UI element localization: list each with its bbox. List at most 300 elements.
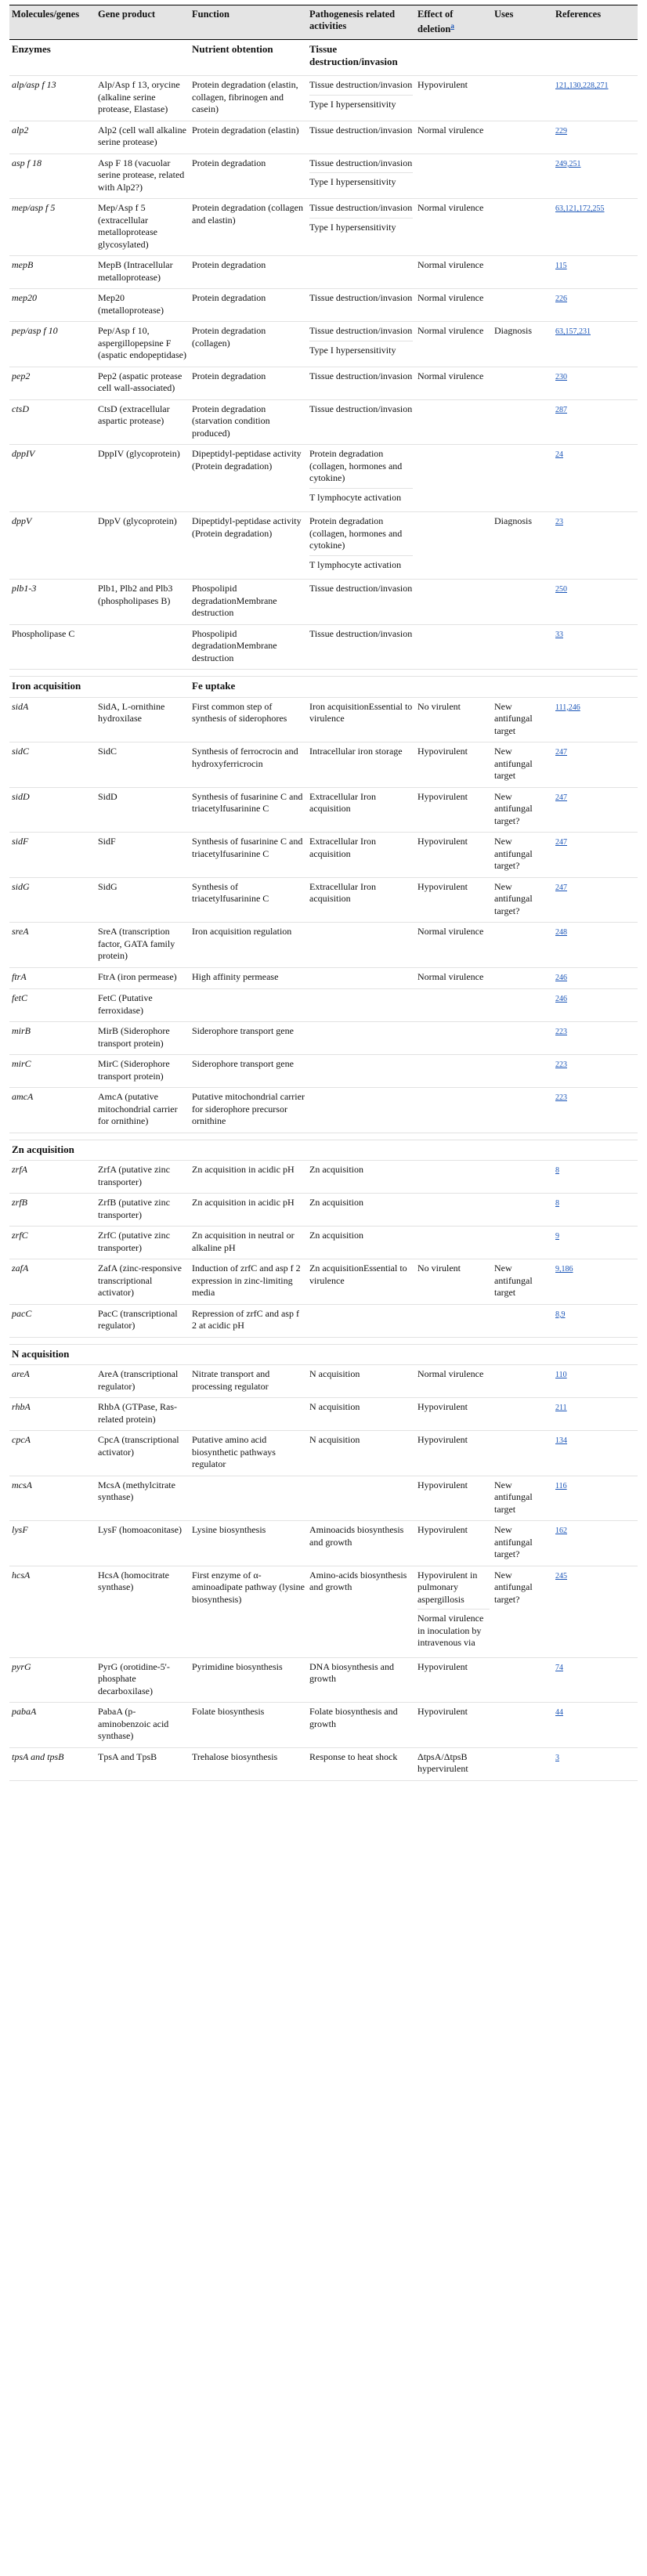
- deletion-cell: [415, 154, 492, 199]
- function-cell: Protein degradation (collagen): [192, 325, 266, 349]
- uses-cell: [492, 1227, 553, 1259]
- product-cell: Alp/Asp f 13, orycine (alkaline serine protease, Elastase): [98, 79, 180, 115]
- deletion-cell: [415, 512, 492, 579]
- deletion-cell: [415, 1566, 492, 1657]
- section-row: [9, 40, 638, 76]
- table-row: [9, 698, 638, 743]
- activities-cell: [307, 625, 415, 670]
- deletion-cell: Hypovirulent: [417, 79, 468, 91]
- references-cell: [553, 580, 638, 624]
- product-cell: SreA (transcription factor, GATA family protein): [98, 926, 175, 962]
- gene-cell: zafA: [12, 1263, 29, 1274]
- reference-link[interactable]: 246: [555, 973, 567, 982]
- uses-cell: New antifungal target?: [494, 1569, 533, 1605]
- reference-link[interactable]: 63,121,172,255: [555, 204, 605, 214]
- deletion-cell: Hypovirulent: [417, 1479, 468, 1490]
- section-role: [190, 1140, 307, 1161]
- gene-cell: mepB: [12, 259, 34, 271]
- activities-cell: [307, 512, 415, 579]
- section-role: Nutrient obtention: [192, 43, 273, 56]
- deletion-cell: Hypovirulent: [417, 1434, 468, 1446]
- table-row: [9, 1398, 638, 1431]
- activities-cell: [307, 1748, 415, 1780]
- table-row: [9, 923, 638, 968]
- activity-item: Zn acquisitionEssential to virulence: [309, 1263, 407, 1286]
- table-row: [9, 322, 638, 367]
- header-gene-product: Gene product: [98, 9, 156, 20]
- uses-cell: [492, 1748, 553, 1780]
- table-row: [9, 400, 638, 446]
- function-cell: Protein degradation: [192, 292, 266, 304]
- references-cell: [553, 289, 638, 321]
- product-cell: MirC (Siderophore transport protein): [98, 1058, 170, 1082]
- gene-cell: pyrG: [12, 1660, 31, 1672]
- activities-cell: [307, 76, 415, 121]
- references-cell: [553, 1566, 638, 1657]
- references-cell: [553, 989, 638, 1021]
- gene-cell: dppV: [12, 515, 32, 527]
- activities-cell: [307, 1022, 415, 1054]
- references-cell: [553, 1658, 638, 1703]
- activities-cell: [307, 1703, 415, 1747]
- references-cell: [553, 1398, 638, 1430]
- uses-cell: [492, 1055, 553, 1087]
- reference-link[interactable]: 247: [555, 883, 567, 892]
- product-cell: SidF: [98, 836, 116, 847]
- references-cell: [553, 1088, 638, 1133]
- section-empty: [553, 1140, 638, 1161]
- reference-link[interactable]: 162: [555, 1526, 567, 1536]
- header-function: Function: [192, 9, 230, 20]
- footnote-link[interactable]: a: [450, 22, 454, 30]
- uses-cell: [492, 1161, 553, 1193]
- reference-link[interactable]: 211: [555, 1404, 567, 1413]
- gene-cell: sidF: [12, 836, 29, 847]
- function-cell: Siderophore transport gene: [192, 1025, 294, 1037]
- activity-item: Aminoacids biosynthesis and growth: [309, 1524, 404, 1548]
- references-cell: [553, 1521, 638, 1566]
- function-cell: Protein degradation (starvation condition produced): [192, 403, 270, 439]
- references-cell: [553, 1055, 638, 1087]
- activities-cell: [307, 742, 415, 787]
- section-empty: [415, 1345, 492, 1365]
- table-row: [9, 1161, 638, 1194]
- function-cell: Protein degradation (elastin, collagen, fibrinogen and casein): [192, 79, 298, 115]
- reference-link[interactable]: 8,9: [555, 1310, 566, 1319]
- uses-cell: [492, 1431, 553, 1476]
- reference-link[interactable]: 229: [555, 126, 567, 135]
- references-cell: [553, 1259, 638, 1304]
- product-cell: PabaA (p-aminobenzoic acid synthase): [98, 1706, 169, 1742]
- uses-cell: New antifungal target?: [494, 836, 533, 872]
- uses-cell: [492, 121, 553, 154]
- deletion-cell: Normal virulence: [417, 292, 484, 304]
- function-cell: Putative mitochondrial carrier for siderophore precursor ornithine: [192, 1091, 305, 1127]
- references-cell: [553, 1431, 638, 1476]
- uses-cell: [492, 1305, 553, 1337]
- table-row: [9, 1088, 638, 1133]
- product-cell: ZrfA (putative zinc transporter): [98, 1164, 170, 1187]
- activities-cell: [307, 1658, 415, 1703]
- table-row: [9, 512, 638, 580]
- product-cell: ZafA (zinc-responsive transcriptional activator): [98, 1263, 182, 1299]
- gene-cell: mcsA: [12, 1479, 32, 1490]
- uses-cell: [492, 367, 553, 399]
- table-row: [9, 968, 638, 990]
- gene-cell: sidA: [12, 700, 29, 712]
- references-cell: [553, 1703, 638, 1747]
- product-cell: AmcA (putative mitochondrial carrier for ornithine): [98, 1091, 178, 1127]
- uses-cell: Diagnosis: [494, 325, 532, 337]
- activity-item: Protein degradation (collagen, hormones and cytokine): [309, 515, 403, 551]
- activity-item: Tissue destruction/invasion: [309, 583, 413, 594]
- activities-cell: [307, 788, 415, 833]
- function-cell: First common step of synthesis of siderophores: [192, 700, 287, 724]
- gene-cell: pep2: [12, 370, 31, 381]
- reference-link[interactable]: 223: [555, 1028, 567, 1037]
- deletion-cell: [415, 580, 492, 624]
- uses-cell: New antifungal target: [494, 1479, 533, 1515]
- reference-link[interactable]: 8: [555, 1199, 559, 1209]
- table-row: [9, 121, 638, 154]
- function-cell: Zn acquisition in acidic pH: [192, 1164, 295, 1176]
- table-row: [9, 1227, 638, 1259]
- activity-item: T lymphocyte activation: [309, 555, 413, 575]
- section-empty: [492, 677, 553, 697]
- references-cell: [553, 1194, 638, 1226]
- function-cell: Protein degradation: [192, 370, 266, 381]
- deletion-cell: Normal virulence: [417, 1368, 484, 1380]
- uses-cell: [492, 400, 553, 445]
- reference-link[interactable]: 9: [555, 1232, 559, 1241]
- section-title: Zn acquisition: [12, 1143, 74, 1155]
- uses-cell: New antifungal target: [494, 1263, 533, 1299]
- deletion-cell: Hypovirulent: [417, 790, 468, 802]
- header-effect-of-deletion-label: Effect of deletion: [417, 9, 454, 35]
- deletion-cell: [415, 400, 492, 445]
- reference-link[interactable]: 3: [555, 1753, 559, 1762]
- product-cell: PyrG (orotidine-5'-phosphate decarboxilase): [98, 1660, 170, 1696]
- uses-cell: [492, 989, 553, 1021]
- product-cell: TpsA and TpsB: [98, 1750, 157, 1762]
- table-row: [9, 289, 638, 322]
- activity-item: Tissue destruction/invasion: [309, 403, 413, 414]
- references-cell: [553, 256, 638, 288]
- references-cell: [553, 121, 638, 154]
- reference-link[interactable]: 111,246: [555, 703, 580, 712]
- section-empty: [492, 40, 553, 75]
- references-cell: [553, 445, 638, 511]
- activity-item: Folate biosynthesis and growth: [309, 1706, 398, 1729]
- gene-cell: plb1-3: [12, 583, 37, 594]
- table-row: [9, 76, 638, 121]
- function-cell: Synthesis of fusarinine C and triacetylfusarinine C: [192, 836, 303, 859]
- deletion-cell: Hypovirulent: [417, 1660, 468, 1672]
- activities-cell: [307, 256, 415, 288]
- reference-link[interactable]: 63,157,231: [555, 327, 591, 337]
- activity-item: Type I hypersensitivity: [309, 172, 413, 192]
- section-activity: [307, 677, 415, 697]
- header-effect-of-deletion: [415, 5, 492, 39]
- activity-item: Tissue destruction/invasion: [309, 157, 413, 168]
- gene-cell: sidG: [12, 880, 30, 892]
- reference-link[interactable]: 223: [555, 1093, 567, 1103]
- gene-cell: zrfA: [12, 1164, 28, 1176]
- function-cell: Synthesis of ferrocrocin and hydroxyferricrocin: [192, 746, 298, 769]
- activities-cell: [307, 367, 415, 399]
- section-title: N acquisition: [12, 1347, 70, 1360]
- references-cell: [553, 400, 638, 445]
- deletion-cell: [415, 1055, 492, 1087]
- reference-link[interactable]: 115: [555, 262, 567, 271]
- section-activity: [307, 40, 415, 75]
- table-row: [9, 199, 638, 256]
- activity-item: DNA biosynthesis and growth: [309, 1660, 394, 1685]
- reference-link[interactable]: 110: [555, 1371, 567, 1380]
- reference-link[interactable]: 287: [555, 405, 567, 414]
- references-cell: [553, 1022, 638, 1054]
- reference-link[interactable]: 23: [555, 518, 563, 527]
- uses-cell: [492, 1703, 553, 1747]
- function-cell: [190, 1398, 307, 1430]
- table-row: [9, 1476, 638, 1522]
- activities-cell: [307, 698, 415, 742]
- activity-item: Zn acquisition: [309, 1164, 363, 1176]
- activities-cell: [307, 322, 415, 367]
- section-title: Enzymes: [12, 43, 51, 56]
- reference-link[interactable]: 134: [555, 1436, 567, 1446]
- reference-link[interactable]: 24: [555, 450, 563, 460]
- activities-cell: [307, 1365, 415, 1397]
- references-cell: [553, 367, 638, 399]
- reference-link[interactable]: 250: [555, 585, 567, 594]
- product-cell: Pep/Asp f 10, aspergillopepsine F (aspatic endopeptidase): [98, 325, 186, 361]
- section-spacer: [9, 1338, 638, 1345]
- activities-cell: [307, 1055, 415, 1087]
- product-cell: McsA (methylcitrate synthase): [98, 1479, 175, 1503]
- deletion-cell: Normal virulence: [417, 325, 484, 337]
- reference-link[interactable]: 44: [555, 1708, 563, 1718]
- product-cell: MepB (Intracellular metalloprotease): [98, 259, 173, 283]
- product-cell: AreA (transcriptional regulator): [98, 1368, 179, 1392]
- product-cell: SidG: [98, 880, 117, 892]
- gene-cell: pabaA: [12, 1706, 37, 1718]
- uses-cell: [492, 580, 553, 624]
- activities-cell: [307, 923, 415, 967]
- activities-cell: [307, 1521, 415, 1566]
- reference-link[interactable]: 33: [555, 630, 563, 639]
- activities-cell: [307, 400, 415, 445]
- product-cell: DppV (glycoprotein): [98, 515, 177, 527]
- product-cell: Mep20 (metalloprotease): [98, 292, 164, 316]
- references-cell: [553, 788, 638, 833]
- deletion-cell: Hypovirulent: [417, 1524, 468, 1536]
- activity-item: Protein degradation (collagen, hormones and cytokine): [309, 448, 403, 484]
- table-row: [9, 580, 638, 625]
- gene-cell: lysF: [12, 1524, 28, 1536]
- reference-link[interactable]: 230: [555, 372, 567, 381]
- reference-link[interactable]: 247: [555, 748, 567, 757]
- function-cell: Folate biosynthesis: [192, 1706, 265, 1718]
- deletion-cell: [415, 1161, 492, 1193]
- reference-link[interactable]: 8: [555, 1166, 559, 1176]
- section-spacer: [9, 670, 638, 677]
- references-cell: [553, 154, 638, 199]
- section-empty: [415, 40, 492, 75]
- uses-cell: [492, 923, 553, 967]
- table-row: [9, 625, 638, 670]
- activities-cell: [307, 1398, 415, 1430]
- section-spacer: [9, 1133, 638, 1140]
- activity-item: T lymphocyte activation: [309, 488, 413, 508]
- references-cell: [553, 923, 638, 967]
- activities-cell: [307, 580, 415, 624]
- function-cell: Induction of zrfC and asp f 2 expression in zinc-limiting media: [192, 1263, 301, 1299]
- activities-cell: [307, 1431, 415, 1476]
- gene-cell: pep/asp f 10: [12, 325, 58, 337]
- product-cell: CtsD (extracellular aspartic protease): [98, 403, 170, 427]
- reference-link[interactable]: 246: [555, 995, 567, 1004]
- gene-cell: sidC: [12, 746, 30, 757]
- activity-item: N acquisition: [309, 1434, 360, 1446]
- references-cell: [553, 1748, 638, 1780]
- uses-cell: New antifungal target?: [494, 790, 533, 826]
- function-cell: Zn acquisition in acidic pH: [192, 1197, 295, 1209]
- table-row: [9, 1305, 638, 1338]
- references-cell: [553, 512, 638, 579]
- references-cell: [553, 625, 638, 670]
- references-cell: [553, 1305, 638, 1337]
- deletion-cell: [415, 1022, 492, 1054]
- function-cell: Protein degradation: [192, 259, 266, 271]
- function-cell: Zn acquisition in neutral or alkaline pH: [192, 1230, 295, 1253]
- gene-cell: mep20: [12, 292, 37, 304]
- gene-cell: hcsA: [12, 1569, 31, 1581]
- deletion-cell: Normal virulence: [417, 124, 484, 135]
- uses-cell: [492, 154, 553, 199]
- reference-link[interactable]: 9,186: [555, 1265, 573, 1274]
- reference-link[interactable]: 247: [555, 793, 567, 802]
- activities-cell: [307, 878, 415, 923]
- header-molecules-genes: Molecules/genes: [12, 9, 80, 20]
- uses-cell: New antifungal target?: [494, 1524, 533, 1560]
- table-row: [9, 1194, 638, 1227]
- activity-item: Amino-acids biosynthesis and growth: [309, 1569, 407, 1593]
- function-cell: [190, 989, 307, 1021]
- deletion-item: Normal virulence in inoculation by intravenous via: [417, 1609, 490, 1653]
- gene-cell: tpsA and tpsB: [12, 1750, 64, 1762]
- function-cell: Phospolipid degradationMembrane destruction: [192, 627, 277, 663]
- product-cell: ZrfC (putative zinc transporter): [98, 1230, 170, 1253]
- uses-cell: [492, 1658, 553, 1703]
- uses-cell: [492, 256, 553, 288]
- section-row: [9, 1345, 638, 1366]
- section-activity: [307, 1345, 415, 1365]
- activities-cell: [307, 833, 415, 877]
- reference-link[interactable]: 248: [555, 928, 567, 938]
- deletion-cell: [415, 989, 492, 1021]
- header-pathogenesis-activities: Pathogenesis related activities: [309, 9, 396, 31]
- references-cell: [553, 878, 638, 923]
- section-title: Iron acquisition: [12, 680, 81, 692]
- deletion-cell: Hypovirulent: [417, 880, 468, 892]
- deletion-cell: Hypovirulent: [417, 836, 468, 847]
- function-cell: Protein degradation (elastin): [192, 124, 299, 135]
- deletion-cell: [415, 445, 492, 511]
- deletion-cell: Normal virulence: [417, 970, 484, 982]
- product-cell: SidA, L-ornithine hydroxilase: [98, 700, 165, 724]
- activity-item: Type I hypersensitivity: [309, 341, 413, 360]
- table-row: [9, 1658, 638, 1703]
- function-cell: Protein degradation (collagen and elastin): [192, 202, 303, 226]
- product-cell: DppIV (glycoprotein): [98, 448, 180, 460]
- reference-link[interactable]: 245: [555, 1571, 567, 1581]
- table-row: [9, 154, 638, 200]
- activity-item: N acquisition: [309, 1401, 360, 1413]
- gene-cell: mep/asp f 5: [12, 202, 56, 214]
- product-cell: HcsA (homocitrate synthase): [98, 1569, 169, 1593]
- gene-cell: ftrA: [12, 970, 27, 982]
- section-row: [9, 1140, 638, 1162]
- gene-cell: mirC: [12, 1058, 31, 1070]
- activity-item: Type I hypersensitivity: [309, 218, 413, 237]
- section-empty: [553, 40, 638, 75]
- activity-item: Tissue destruction/invasion: [309, 202, 413, 214]
- deletion-cell: Normal virulence: [417, 259, 484, 271]
- uses-cell: Diagnosis: [494, 515, 532, 527]
- deletion-cell: [415, 1088, 492, 1133]
- reference-link[interactable]: 226: [555, 294, 567, 304]
- section-role: Fe uptake: [192, 680, 236, 692]
- activity-item: Zn acquisition: [309, 1230, 363, 1241]
- activity-item: Intracellular iron storage: [309, 746, 403, 757]
- section-activity-item: Tissue destruction/invasion: [309, 43, 398, 67]
- deletion-cell: Normal virulence: [417, 926, 484, 938]
- function-cell: High affinity permease: [192, 970, 279, 982]
- deletion-cell: Normal virulence: [417, 370, 484, 381]
- function-cell: Siderophore transport gene: [192, 1058, 294, 1070]
- section-empty: [553, 677, 638, 697]
- reference-link[interactable]: 247: [555, 838, 567, 847]
- product-cell: Pep2 (aspatic protease cell wall-associated): [98, 370, 183, 394]
- activity-item: Zn acquisition: [309, 1197, 363, 1209]
- activity-item: Iron acquisitionEssential to virulence: [309, 700, 413, 724]
- reference-link[interactable]: 249,251: [555, 159, 581, 168]
- table-row: [9, 1521, 638, 1566]
- reference-link[interactable]: 74: [555, 1663, 563, 1672]
- activity-item: Tissue destruction/invasion: [309, 325, 413, 337]
- activities-cell: [307, 989, 415, 1021]
- uses-cell: New antifungal target?: [494, 880, 533, 916]
- header-uses: Uses: [494, 9, 514, 20]
- reference-link[interactable]: 223: [555, 1060, 567, 1070]
- activities-cell: [307, 1476, 415, 1521]
- activity-item: Extracellular Iron acquisition: [309, 790, 376, 815]
- reference-link[interactable]: 116: [555, 1481, 567, 1490]
- section-role: [190, 1345, 307, 1365]
- table-row: [9, 256, 638, 289]
- deletion-cell: [415, 1305, 492, 1337]
- activities-cell: [307, 445, 415, 511]
- product-cell: FtrA (iron permease): [98, 970, 177, 982]
- product-cell: CpcA (transcriptional activator): [98, 1434, 179, 1458]
- deletion-cell: Hypovirulent: [417, 1706, 468, 1718]
- product-cell: ZrfB (putative zinc transporter): [98, 1197, 170, 1220]
- gene-cell: pacC: [12, 1307, 32, 1319]
- gene-cell: mirB: [12, 1025, 31, 1037]
- function-cell: Nitrate transport and processing regulator: [192, 1368, 270, 1392]
- reference-link[interactable]: 121,130,228,271: [555, 81, 609, 91]
